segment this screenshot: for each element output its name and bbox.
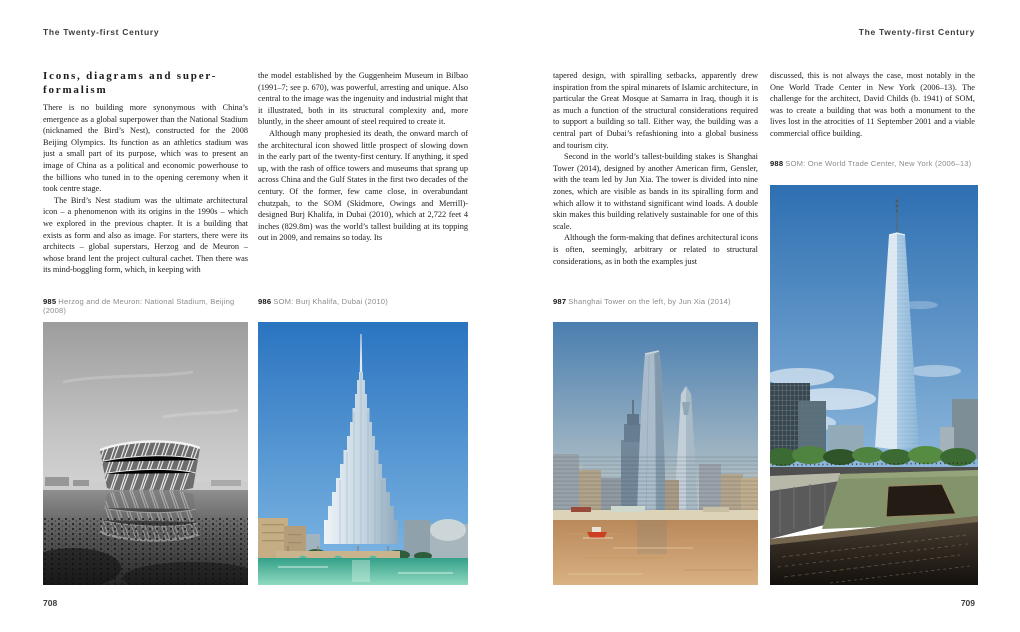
text-column-1	[43, 70, 248, 294]
figure-caption-985	[43, 297, 253, 315]
figure-caption-988	[770, 159, 980, 168]
figure-caption-text: SOM: One World Trade Center, New York (2006–13)	[785, 159, 972, 168]
photo-shanghai-tower-skyline	[553, 322, 758, 585]
paragraph: Although the form-making that defines architectural icons is often, seemingly, arbitrary or related to structural considerations, as in both the examples just	[553, 233, 758, 266]
text-column-4	[770, 70, 975, 170]
paragraph: the model established by the Guggenheim Museum in Bilbao (1991–7; see p. 670), was powerful, arresting and unique. Also central to the image was the ingenuity and industrial might that it illustrated, both in its structural complexity and, more bluntly, in the sheer amount of steel required to create it.	[258, 71, 468, 127]
tower-reflection	[637, 520, 667, 554]
paragraph: discussed, this is not always the case, most notably in the One World Trade Center in New York (2006–13). The challenge for the architect, David Childs (b. 1941) of SOM, was to create a building that was both a monument to the lives lost in the atrocities of 11 September 2001 and a viable commercial office building.	[770, 71, 975, 138]
page-number-left: 708	[43, 598, 58, 608]
paragraph: Second in the world’s tallest-building stakes is Shanghai Tower (2014), designed by another American firm, Gensler, with the team led by Jun Xia. The tower is divided into nine zones, which are visible as bands in its spiralling form and which allow it to withstand significant wind loads. A double skin makes this building relatively sustainable for one of this scale.	[553, 152, 758, 231]
figure-caption-987	[553, 297, 763, 306]
paragraph: There is no building more synonymous with China’s emergence as a global superpower than the National Stadium (nicknamed the Bird’s Nest), constructed for the 2008 Beijing Olympics. Its function as an athletics stadium was just a small part of its purpose, which was to present an image of China as a political and economic powerhouse to the billions who tuned in to the opening ceremony when it took centre stage.	[43, 103, 248, 194]
section-heading-line1: Icons, diagrams and super-	[43, 70, 218, 82]
running-head-left: The Twenty-first Century	[43, 27, 160, 37]
running-head-right: The Twenty-first Century	[858, 27, 975, 37]
photo-burj-khalifa	[258, 322, 468, 585]
mid-skyline	[553, 454, 758, 514]
text-column-2	[258, 70, 468, 294]
figure-caption-text: Shanghai Tower on the left, by Jun Xia (2014)	[568, 297, 731, 306]
figure-number: 985	[43, 297, 57, 306]
burj-khalifa-illustration	[258, 322, 468, 585]
one-wtc-illustration	[770, 185, 978, 585]
tower-reflection	[352, 560, 370, 582]
photo-one-world-trade-center	[770, 185, 978, 585]
shanghai-skyline-illustration	[553, 322, 758, 585]
page-number-right: 709	[960, 598, 975, 608]
birds-nest-illustration	[43, 322, 248, 585]
photo-national-stadium-birds-nest	[43, 322, 248, 585]
figure-number: 988	[770, 159, 784, 168]
paragraph: The Bird’s Nest stadium was the ultimate architectural icon – a phenomenon with its origins in the 1990s – which we explored in the previous chapter. It is a building that exists as form and also as image. For starters, there were its architects – global superstars, Herzog and de Meuron – whose brand lent the project cultural cachet. Then there was its mind-boggling form, which, in keeping with	[43, 195, 248, 275]
section-heading	[43, 70, 248, 97]
paragraph: Although many prophesied its death, the onward march of the architectural icon showed little prospect of slowing down in the early part of the twenty-first century. If anything, it sped up, with the rash of office towers and museums that sprang up across China and the Gulf States in the first two decades of the century. Of the former, few came close, in overabundant chutzpah, to the SOM (Skidmore, Owings and Merrill)-designed Burj Khalifa, in Dubai (2010), which at 2,722 feet 4 inches (829.8m) was the world’s tallest building at its topping out in 2009, and remains so today. Its	[258, 128, 468, 243]
figure-number: 986	[258, 297, 272, 306]
paragraph: tapered design, with spiralling setbacks, apparently drew inspiration from the spiral minarets of Islamic architecture, in particular the Great Mosque at Samarra in Iraq, though it is as much a function of the structural considerations required to support a building so tall. Either way, the building was a central part of Dubai’s refashioning into a global business and tourism city.	[553, 71, 758, 150]
section-heading-line2: formalism	[43, 83, 108, 96]
figure-caption-text: Herzog and de Meuron: National Stadium, Beijing (2008)	[43, 297, 235, 315]
water-highlight	[398, 572, 453, 574]
figure-caption-text: SOM: Burj Khalifa, Dubai (2010)	[273, 297, 388, 306]
figure-number: 987	[553, 297, 567, 306]
figure-caption-986	[258, 297, 468, 306]
text-column-3	[553, 70, 758, 294]
water-highlight	[278, 566, 328, 568]
